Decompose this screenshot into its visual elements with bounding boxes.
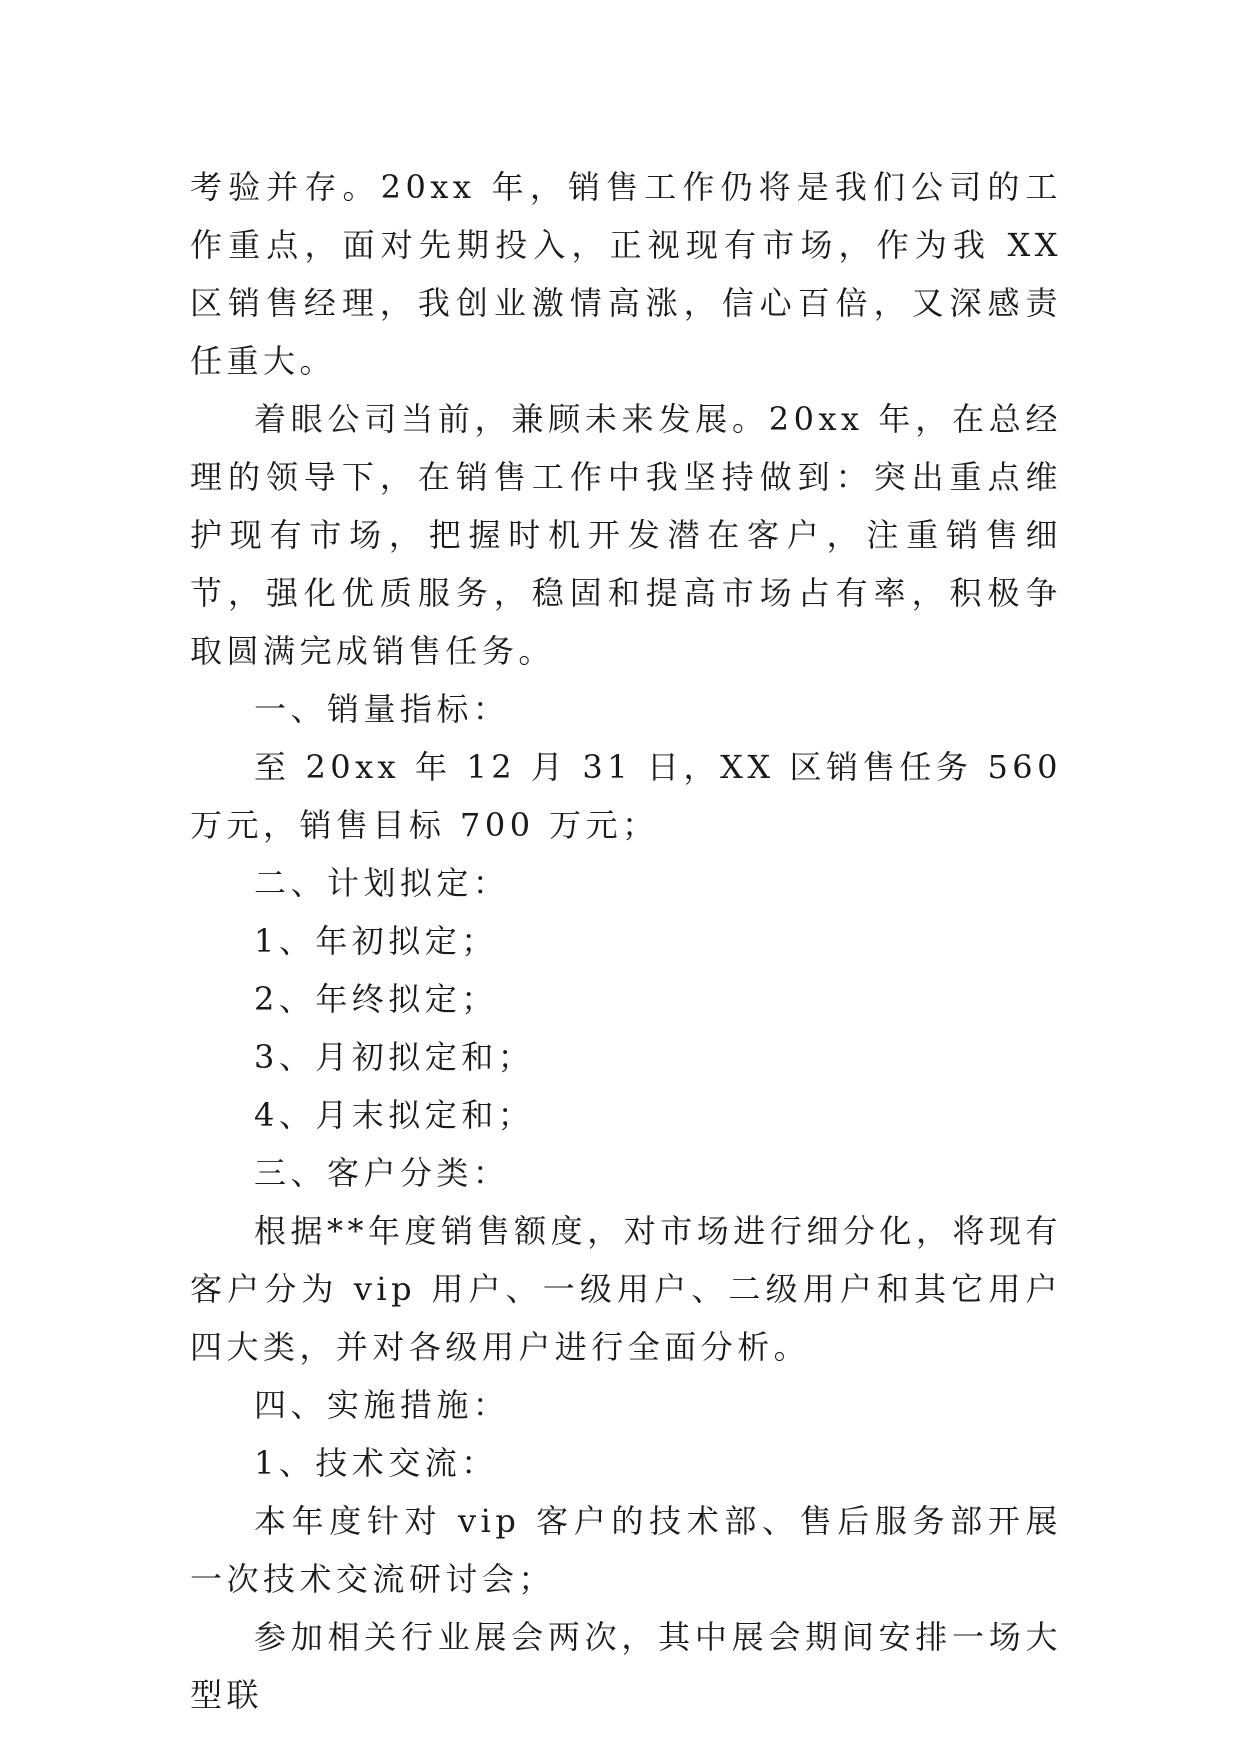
paragraph-2: 着眼公司当前，兼顾未来发展。20xx 年，在总经理的领导下，在销售工作中我坚持做到：突出重点维护现有市场，把握时机开发潜在客户，注重销售细节，强化优质服务，稳固和提高市场占有率，积极争取圆满完成销售任务。: [190, 400, 1062, 670]
subheading-tech-exchange: 1、技术交流：: [254, 1444, 498, 1482]
plan-item-2: 2、年终拟定；: [254, 980, 498, 1018]
plan-item-1: 1、年初拟定；: [254, 922, 498, 960]
section-heading-plan: 二、计划拟定：: [254, 864, 510, 902]
paragraph-1: 考验并存。20xx 年，销售工作仍将是我们公司的工作重点，面对先期投入，正视现有市场，作为我 XX 区销售经理，我创业激情高涨，信心百倍，又深感责任重大。: [190, 168, 1062, 380]
section-heading-customer-classification: 三、客户分类：: [254, 1154, 510, 1192]
paragraph-tech-exchange: 本年度针对 vip 客户的技术部、售后服务部开展一次技术交流研讨会；: [190, 1502, 1062, 1598]
section-heading-sales-target: 一、销量指标：: [254, 690, 510, 728]
paragraph-customer-classification: 根据**年度销售额度，对市场进行细分化，将现有客户分为 vip 用户、一级用户、二级用户和其它用户四大类，并对各级用户进行全面分析。: [190, 1212, 1062, 1366]
paragraph-sales-target: 至 20xx 年 12 月 31 日，XX 区销售任务 560 万元，销售目标 700 万元；: [190, 748, 1062, 844]
section-heading-measures: 四、实施措施：: [254, 1386, 510, 1424]
plan-item-3: 3、月初拟定和；: [254, 1038, 535, 1076]
plan-item-4: 4、月末拟定和；: [254, 1096, 535, 1134]
document-body: [190, 158, 1062, 1724]
paragraph-exhibitions: 参加相关行业展会两次，其中展会期间安排一场大型联: [190, 1618, 1062, 1714]
